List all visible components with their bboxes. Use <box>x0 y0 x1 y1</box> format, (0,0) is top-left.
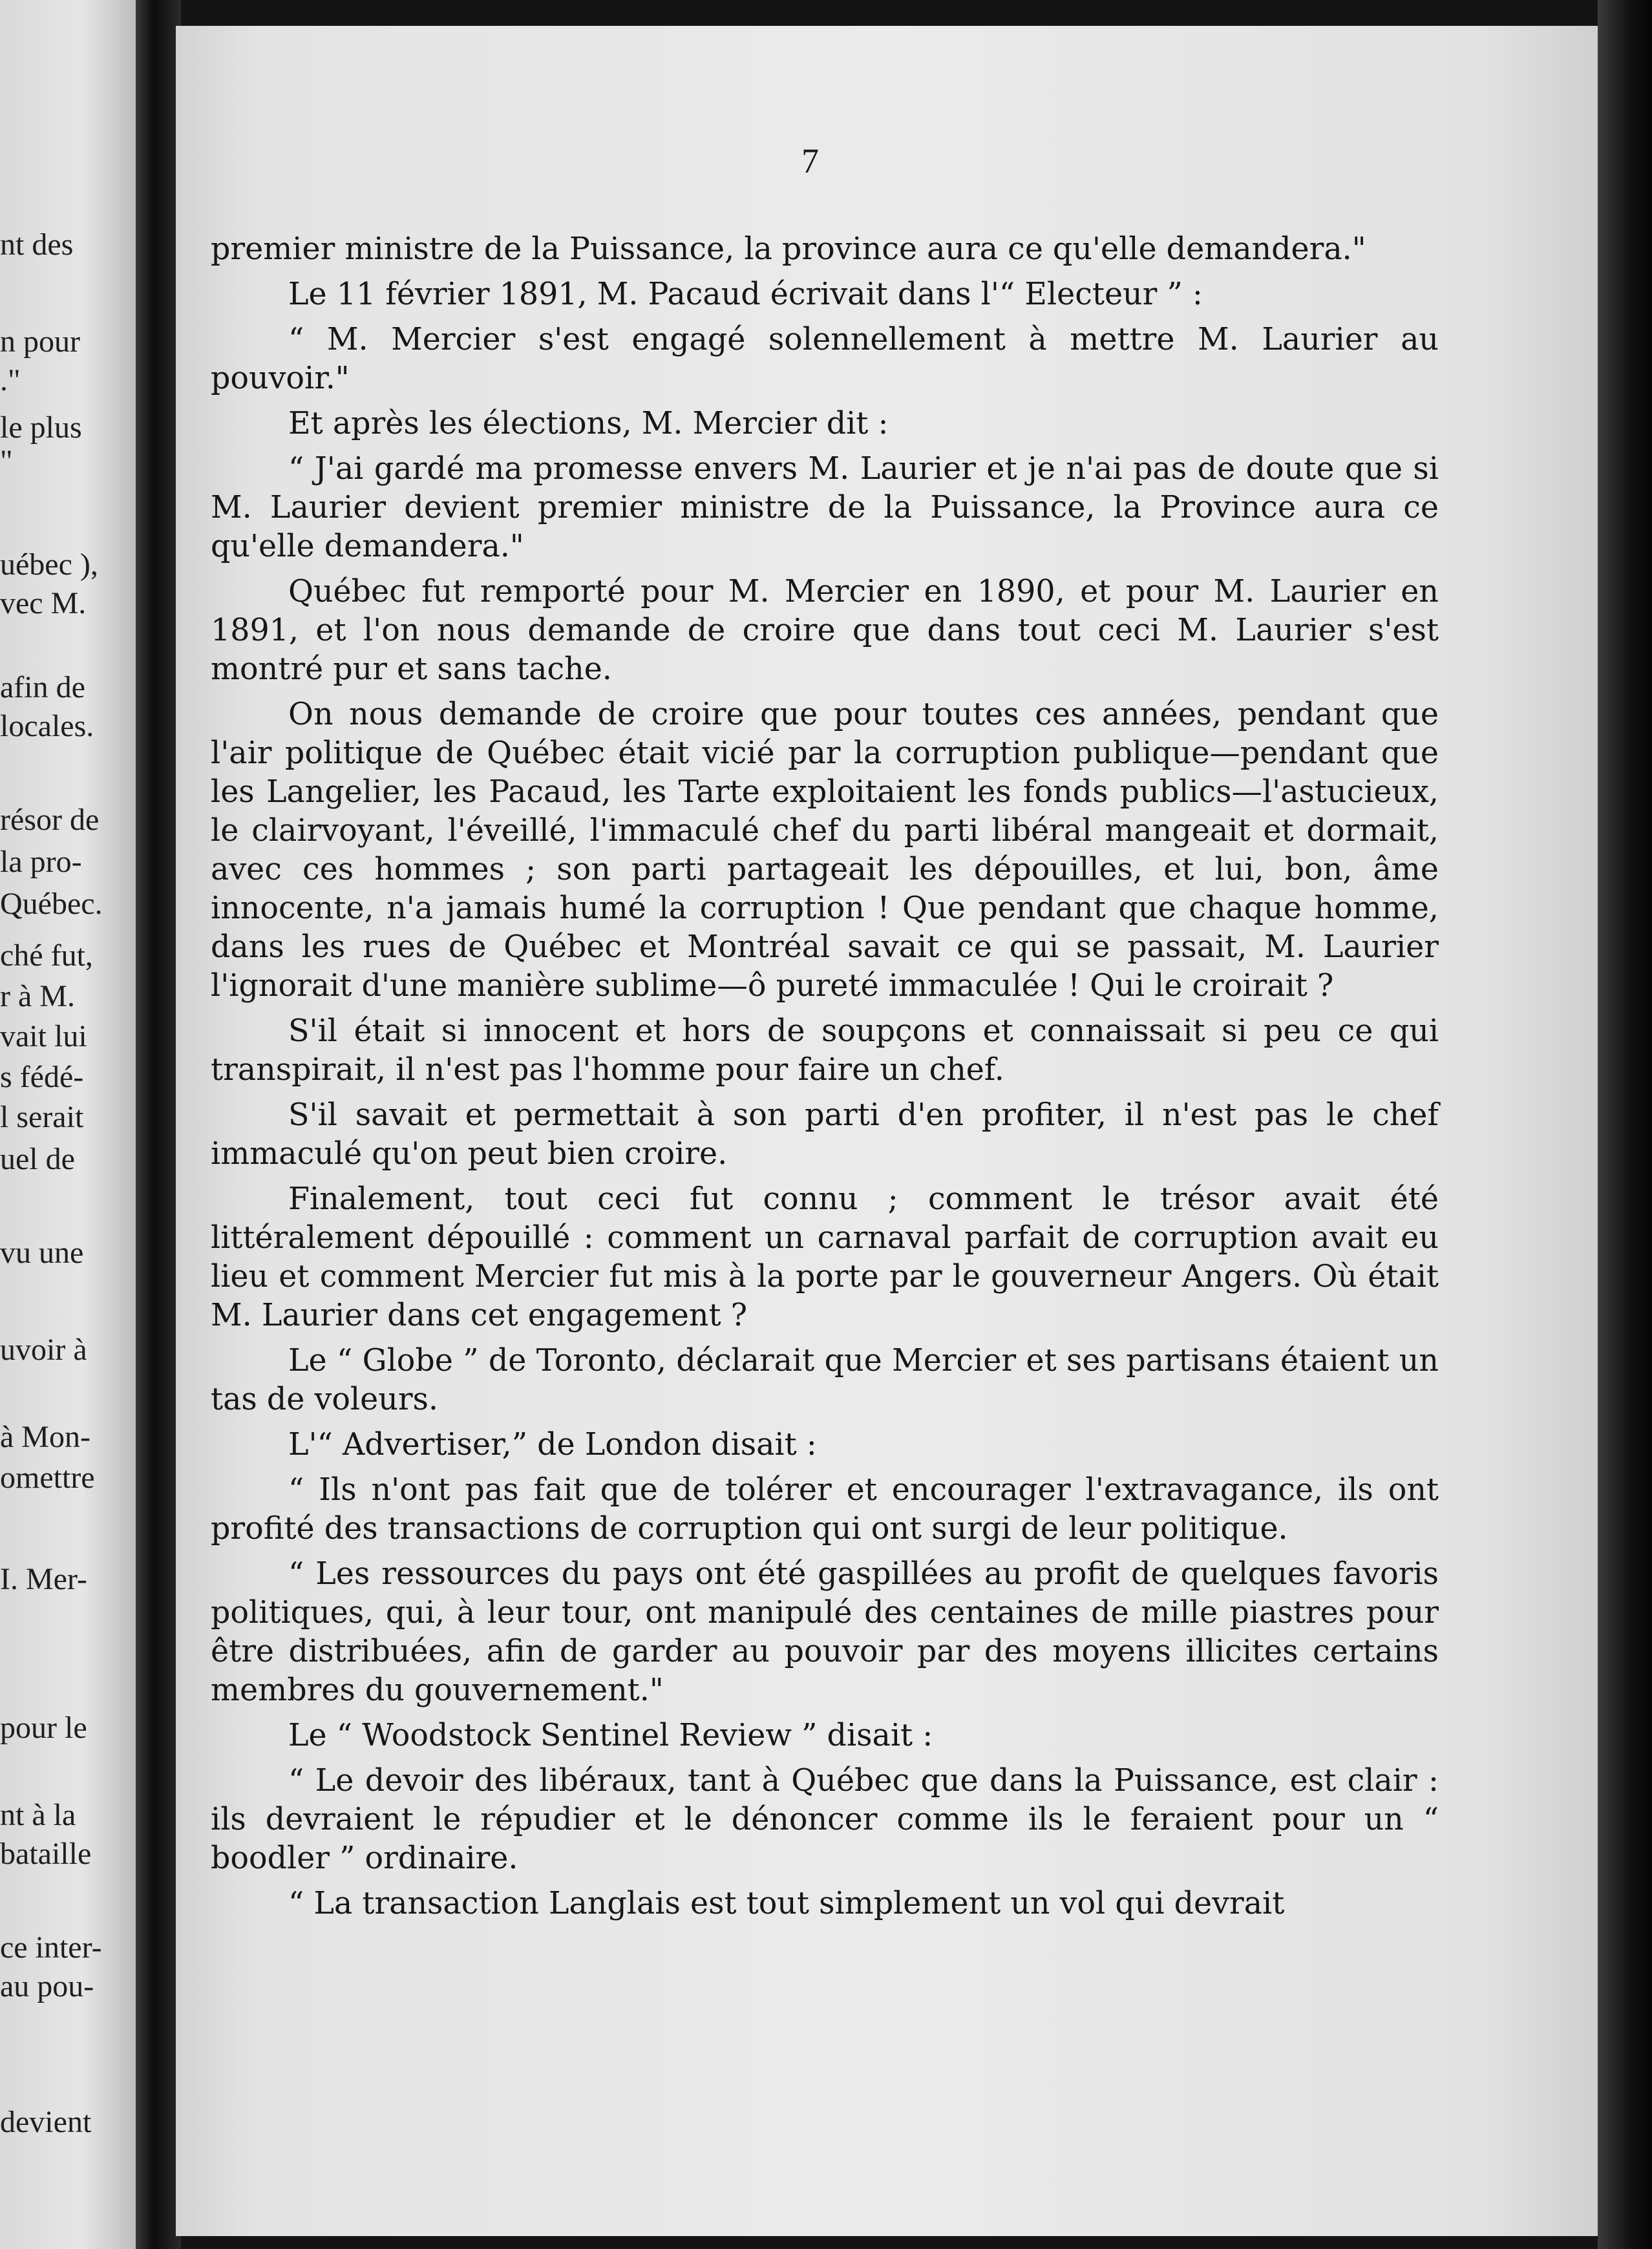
paragraph: Le “ Globe ” de Toronto, déclarait que Mercier et ses partisans étaient un tas de voleurs. <box>211 1343 1439 1417</box>
page-number: 7 <box>801 142 819 180</box>
left-line: pour le <box>0 1711 87 1745</box>
paragraph: Le 11 février 1891, M. Pacaud écrivait dans l'“ Electeur ” : <box>288 277 1203 312</box>
left-line: ." <box>0 363 21 397</box>
paragraph: On nous demande de croire que pour toutes ces années, pendant que l'air politique de Québec était vicié par la corruption publique—pendant que les Langelier, les Pacaud, les Tarte exploitaient les fonds publics—l'astucieux, le clairvoyant, l'éveillé, l'immaculé chef du parti libéral mangeait et dormait, avec ces hommes ; son parti partageait les dépouilles, et lui, bon, âme innocente, n'a jamais humé la corruption ! Que pendant que chaque homme, dans les rues de Québec et Montréal savait ce qui se passait, M. Laurier l'ignorait d'une manière sublime—ô pureté immaculée ! Qui le croirait ? <box>211 697 1439 1004</box>
page-body-text <box>211 230 1439 1930</box>
left-line: l serait <box>0 1100 84 1134</box>
left-line: vait lui <box>0 1019 87 1053</box>
quote-paragraph: “ La transaction Langlais est tout simplement un vol qui devrait <box>288 1886 1285 1921</box>
book-gutter <box>136 0 181 2249</box>
paragraph: premier ministre de la Puissance, la province aura ce qu'elle demandera." <box>211 231 1366 267</box>
left-line: afin de <box>0 670 85 704</box>
left-line: à Mon- <box>0 1420 90 1454</box>
left-line: uébec ), <box>0 547 98 582</box>
left-line: résor de <box>0 803 100 837</box>
paragraph: L'“ Advertiser,” de London disait : <box>288 1427 817 1462</box>
left-line: s fédé- <box>0 1060 84 1094</box>
left-line: la pro- <box>0 845 82 879</box>
left-line: n pour <box>0 324 80 359</box>
quote-paragraph: “ Les ressources du pays ont été gaspillées au profit de quelques favoris politiques, qui, à leur tour, ont manipulé des centaines de mille piastres pour être distribuées, afin de garder au pouvoir par des moyens illicites certains membres du gouvernement." <box>211 1556 1439 1708</box>
left-line: au pou- <box>0 1969 94 2003</box>
left-line: I. Mer- <box>0 1562 87 1596</box>
left-line: bataille <box>0 1837 92 1871</box>
left-line: Québec. <box>0 887 103 921</box>
left-line: vec M. <box>0 586 87 620</box>
left-line: le plus <box>0 410 82 445</box>
left-line: uvoir à <box>0 1333 87 1367</box>
left-line: vu une <box>0 1236 84 1270</box>
left-line: r à M. <box>0 979 75 1013</box>
paragraph: “ M. Mercier s'est engagé solennellement à mettre M. Laurier au pouvoir." <box>211 322 1439 396</box>
paragraph: Finalement, tout ceci fut connu ; comment le trésor avait été littéralement dépouillé : comment un carnaval parfait de corruption avait eu lieu et comment Mercier fut mis à la porte par le gouverneur Angers. Où était M. Laurier dans cet engagement ? <box>211 1181 1439 1333</box>
paragraph: “ J'ai gardé ma promesse envers M. Laurier et je n'ai pas de doute que si M. Laurier devient premier ministre de la Puissance, la Province aura ce qu'elle demandera." <box>211 451 1439 564</box>
left-line: ce inter- <box>0 1930 102 1965</box>
left-line: nt des <box>0 227 74 262</box>
paragraph: Le “ Woodstock Sentinel Review ” disait : <box>288 1718 933 1753</box>
right-page-edge <box>1598 0 1652 2249</box>
left-line: uel de <box>0 1142 75 1176</box>
left-page-fragment <box>0 0 136 2249</box>
left-line: nt à la <box>0 1798 76 1832</box>
left-line: locales. <box>0 709 94 743</box>
left-line: devient <box>0 2105 92 2139</box>
paragraph: Et après les élections, M. Mercier dit : <box>288 406 889 441</box>
left-line: " <box>0 444 13 478</box>
paragraph: S'il était si innocent et hors de soupçons et connaissait si peu ce qui transpirait, il n'est pas l'homme pour faire un chef. <box>211 1013 1439 1088</box>
paragraph: Québec fut remporté pour M. Mercier en 1890, et pour M. Laurier en 1891, et l'on nous demande de croire que dans tout ceci M. Laurier s'est montré pur et sans tache. <box>211 574 1439 687</box>
quote-paragraph: “ Le devoir des libéraux, tant à Québec que dans la Puissance, est clair : ils devraient le répudier et le dénoncer comme ils le feraient pour un “ boodler ” ordinaire. <box>211 1763 1439 1876</box>
left-line: ché fut, <box>0 938 93 973</box>
quote-paragraph: “ Ils n'ont pas fait que de tolérer et encourager l'extravagance, ils ont profité des transactions de corruption qui ont surgi de leur politique. <box>211 1472 1439 1547</box>
left-line: omettre <box>0 1461 95 1495</box>
paragraph: S'il savait et permettait à son parti d'en profiter, il n'est pas le chef immaculé qu'on peut bien croire. <box>211 1097 1439 1172</box>
